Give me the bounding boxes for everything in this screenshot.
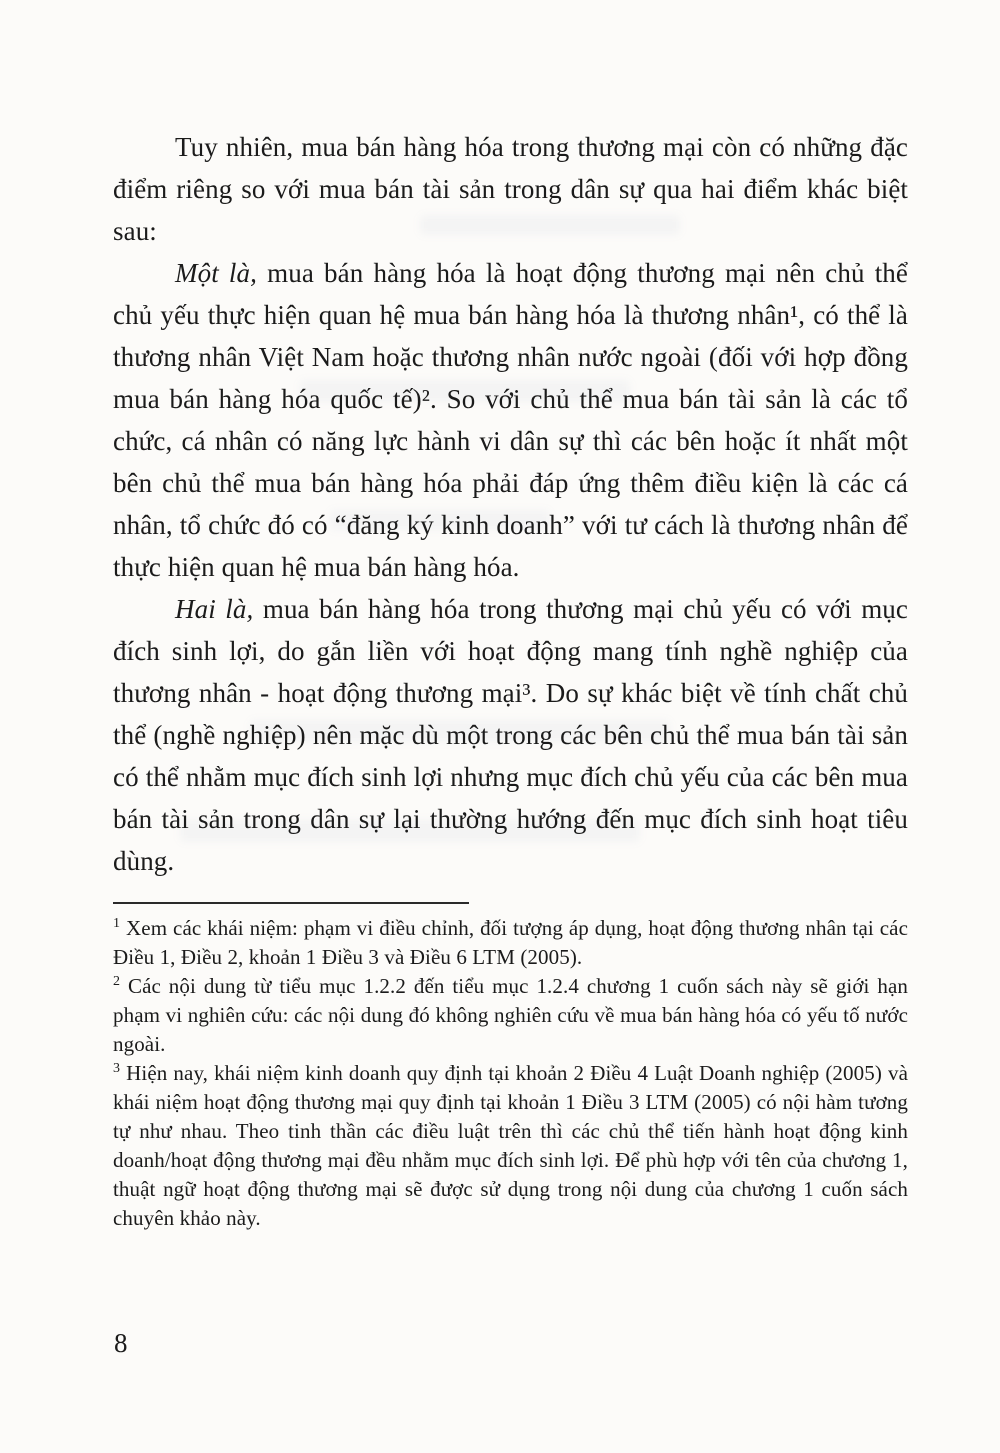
footnote-3-text: Hiện nay, khái niệm kinh doanh quy định tại khoản 2 Điều 4 Luật Doanh nghiệp (2005) và khái niệm hoạt động thương mại quy định tại khoản 1 Điều 3 LTM (2005) có nội hàm tương tự như nhau. Theo tinh thần các điều luật trên thì các chủ thể tiến hành hoạt động kinh doanh/hoạt động thương mại đều nhằm mục đích sinh lợi. Để phù hợp với tên của chương 1, thuật ngữ hoạt động thương mại sẽ được sử dụng trong nội dung của chương 1 cuốn sách chuyên khảo này.: [113, 1061, 908, 1230]
footnote-3: [113, 1059, 908, 1233]
footnote-2-text: Các nội dung từ tiểu mục 1.2.2 đến tiểu mục 1.2.4 chương 1 cuốn sách này sẽ giới hạn phạm vi nghiên cứu: các nội dung đó không nghiên cứu về mua bán hàng hóa có yếu tố nước ngoài.: [113, 974, 908, 1056]
paragraph-3-text: mua bán hàng hóa trong thương mại chủ yếu có với mục đích sinh lợi, do gắn liền với hoạt động mang tính nghề nghiệp của thương nhân - hoạt động thương mại³. Do sự khác biệt về tính chất chủ thể (nghề nghiệp) nên mặc dù một trong các bên chủ thể mua bán tài sản có thể nhằm mục đích sinh lợi nhưng mục đích chủ yếu của các bên mua bán tài sản trong dân sự lại thường hướng đến mục đích sinh hoạt tiêu dùng.: [113, 594, 908, 876]
footnote-2-marker: 2: [113, 974, 121, 989]
footnote-separator: [113, 902, 469, 904]
paragraph-3: [113, 588, 908, 882]
footnote-1-marker: 1: [113, 916, 121, 931]
paragraph-2-text: mua bán hàng hóa là hoạt động thương mại nên chủ thể chủ yếu thực hiện quan hệ mua bán hàng hóa là thương nhân¹, có thể là thương nhân Việt Nam hoặc thương nhân nước ngoài (đối với hợp đồng mua bán hàng hóa quốc tế)². So với chủ thể mua bán tài sản là các tổ chức, cá nhân có năng lực hành vi dân sự thì các bên hoặc ít nhất một bên chủ thể mua bán hàng hóa phải đáp ứng thêm điều kiện là các cá nhân, tổ chức đó có “đăng ký kinh doanh” với tư cách là thương nhân để thực hiện quan hệ mua bán hàng hóa.: [113, 258, 908, 582]
page-number: 8: [114, 1328, 128, 1358]
paragraph-2-lead: Một là,: [175, 258, 257, 288]
paragraph-3-lead: Hai là,: [175, 594, 254, 624]
footnote-1-text: Xem các khái niệm: phạm vi điều chỉnh, đối tượng áp dụng, hoạt động thương nhân tại các Điều 1, Điều 2, khoản 1 Điều 3 và Điều 6 LTM (2005).: [113, 916, 908, 969]
footnote-1: [113, 914, 908, 972]
paragraph-2: [113, 252, 908, 588]
footnote-2: [113, 972, 908, 1059]
page-content: [113, 126, 908, 1233]
body-text: [113, 126, 908, 882]
footnote-3-marker: 3: [113, 1061, 121, 1076]
paragraph-1-text: Tuy nhiên, mua bán hàng hóa trong thương mại còn có những đặc điểm riêng so với mua bán tài sản trong dân sự qua hai điểm khác biệt sau:: [113, 132, 908, 246]
footnotes: [113, 914, 908, 1233]
paragraph-1: [113, 126, 908, 252]
